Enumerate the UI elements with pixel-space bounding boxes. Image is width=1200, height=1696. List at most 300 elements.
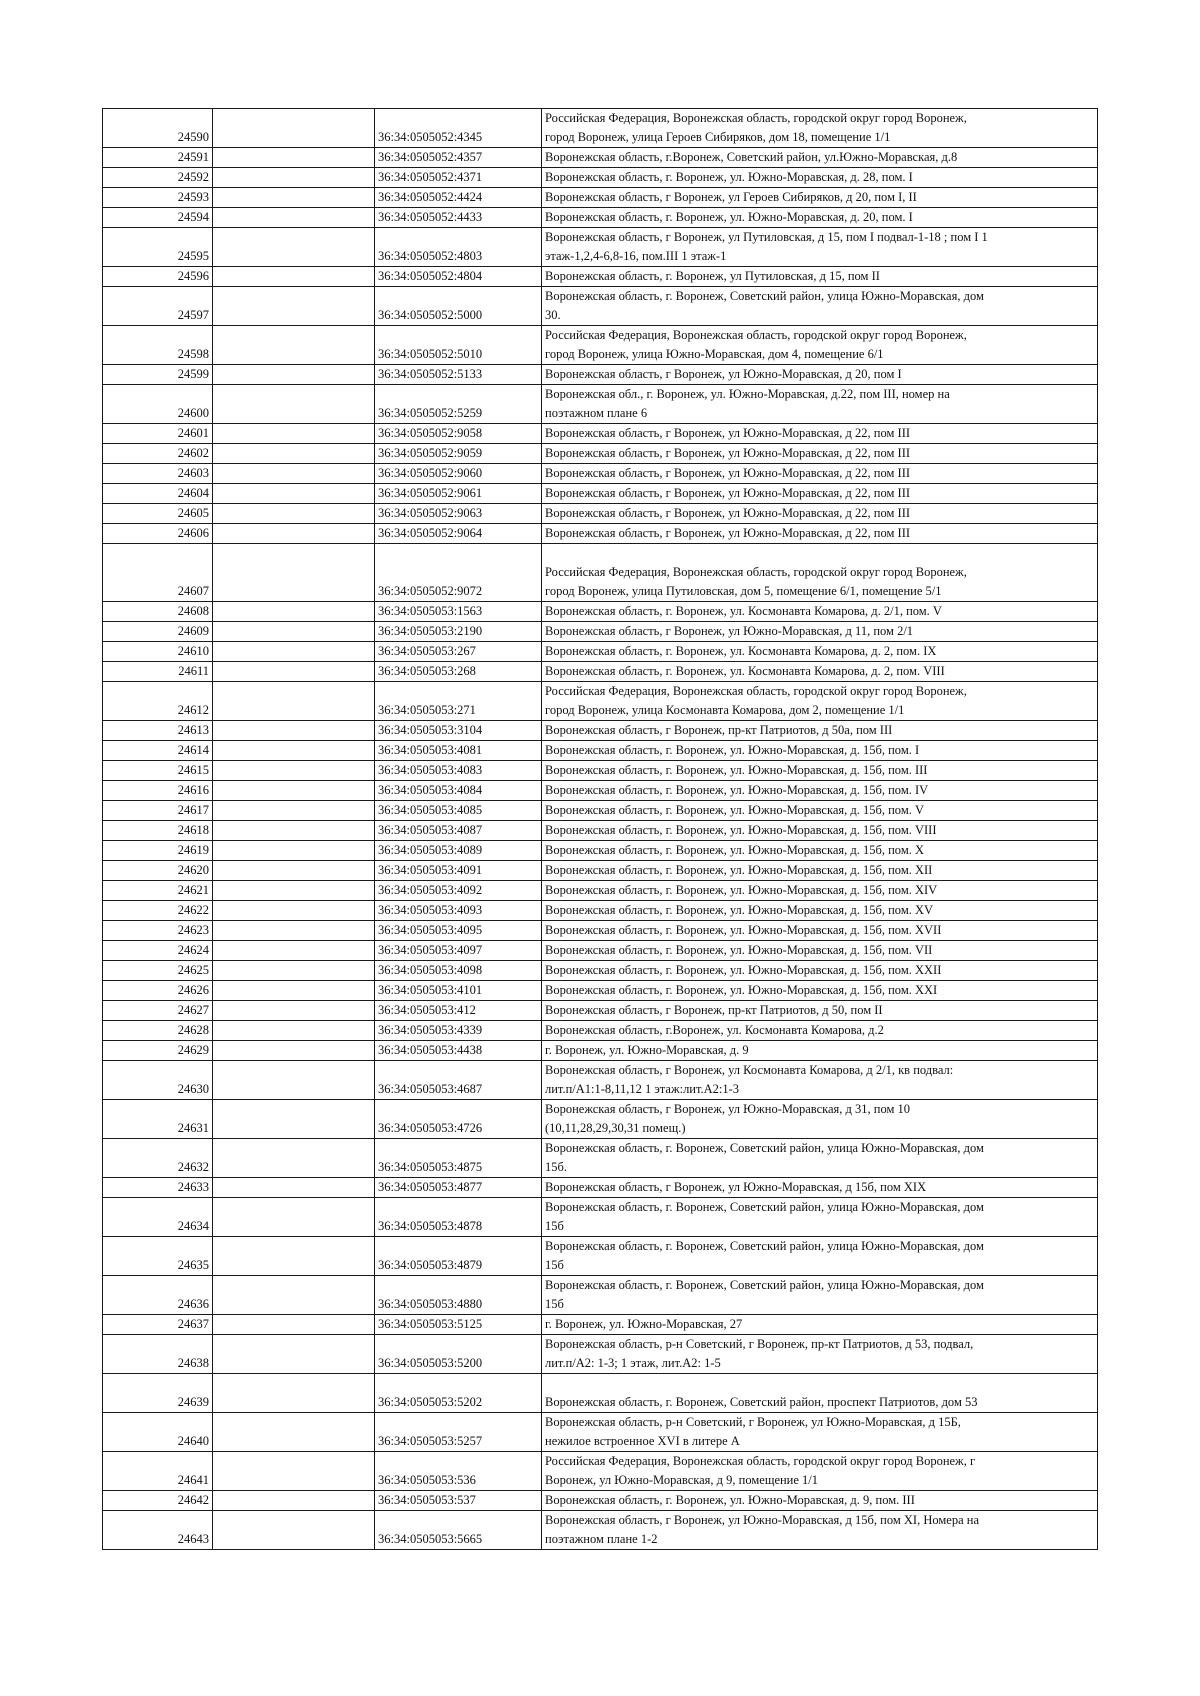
empty-cell <box>213 1139 375 1178</box>
table-row <box>103 1139 1098 1178</box>
address-cell <box>542 287 1098 326</box>
row-number-cell: 24609 <box>103 622 213 642</box>
address-line: 15б <box>545 1258 564 1272</box>
table-row <box>103 662 1098 682</box>
row-number-cell: 24619 <box>103 841 213 861</box>
empty-cell <box>213 484 375 504</box>
cadastral-number-cell: 36:34:0505053:4091 <box>375 861 542 881</box>
address-line: Воронежская область, г Воронеж, ул Южно-Моравская, д 11, пом 2/1 <box>545 624 914 638</box>
address-cell <box>542 1139 1098 1178</box>
address-line: г. Воронеж, ул. Южно-Моравская, д. 9 <box>545 1043 749 1057</box>
table-row <box>103 721 1098 741</box>
address-line: Российская Федерация, Воронежская область, городской округ город Воронеж, <box>545 684 967 698</box>
empty-cell <box>213 148 375 168</box>
address-cell <box>542 1315 1098 1335</box>
cadastral-number-cell: 36:34:0505052:9061 <box>375 484 542 504</box>
address-cell <box>542 622 1098 642</box>
address-cell <box>542 1198 1098 1237</box>
cadastral-number-cell: 36:34:0505053:1563 <box>375 602 542 622</box>
cadastral-number-cell: 36:34:0505053:536 <box>375 1452 542 1491</box>
empty-cell <box>213 1452 375 1491</box>
cadastral-number-cell: 36:34:0505053:4438 <box>375 1041 542 1061</box>
address-cell <box>542 385 1098 424</box>
address-line: Воронежская область, г Воронеж, ул Южно-Моравская, д 22, пом III <box>545 486 911 500</box>
empty-cell <box>213 801 375 821</box>
address-cell <box>542 148 1098 168</box>
table-row <box>103 1237 1098 1276</box>
table-row <box>103 326 1098 365</box>
empty-cell <box>213 1178 375 1198</box>
address-line: Воронежская область, г. Воронеж, ул. Южно-Моравская, д. 15б, пом. IV <box>545 783 929 797</box>
address-cell <box>542 821 1098 841</box>
table-row <box>103 741 1098 761</box>
address-cell <box>542 504 1098 524</box>
empty-cell <box>213 981 375 1001</box>
cadastral-number-cell: 36:34:0505053:4877 <box>375 1178 542 1198</box>
address-line: Воронежская область, г Воронеж, ул Южно-Моравская, д 15б, пом XI, Номера на <box>545 1513 979 1527</box>
cadastral-number-cell: 36:34:0505052:9058 <box>375 424 542 444</box>
cadastral-number-cell: 36:34:0505053:4875 <box>375 1139 542 1178</box>
address-line: Воронежская область, г.Воронеж, Советский район, ул.Южно-Моравская, д.8 <box>545 150 958 164</box>
empty-cell <box>213 1315 375 1335</box>
cadastral-number-cell: 36:34:0505053:4687 <box>375 1061 542 1100</box>
row-number-cell: 24598 <box>103 326 213 365</box>
row-number-cell: 24624 <box>103 941 213 961</box>
empty-cell <box>213 228 375 267</box>
address-line: Воронежская область, г. Воронеж, Советский район, проспект Патриотов, дом 53 <box>545 1395 978 1409</box>
address-line: Воронеж, ул Южно-Моравская, д 9, помещение 1/1 <box>545 1473 819 1487</box>
address-line: Воронежская область, г. Воронеж, ул. Южно-Моравская, д. 9, пом. III <box>545 1493 915 1507</box>
row-number-cell: 24593 <box>103 188 213 208</box>
row-number-cell: 24604 <box>103 484 213 504</box>
table-row <box>103 1276 1098 1315</box>
address-cell <box>542 267 1098 287</box>
address-line: Воронежская область, г. Воронеж, ул. Южно-Моравская, д. 15б, пом. XXI <box>545 983 938 997</box>
empty-cell <box>213 287 375 326</box>
empty-cell <box>213 1021 375 1041</box>
cadastral-number-cell: 36:34:0505053:4339 <box>375 1021 542 1041</box>
address-cell <box>542 1511 1098 1550</box>
address-cell <box>542 682 1098 721</box>
address-line: 15б <box>545 1219 564 1233</box>
cadastral-number-cell: 36:34:0505053:3104 <box>375 721 542 741</box>
cadastral-number-cell: 36:34:0505053:5665 <box>375 1511 542 1550</box>
address-line: лит.п/А2: 1-3; 1 этаж, лит.А2: 1-5 <box>545 1356 721 1370</box>
address-line: Воронежская область, г.Воронеж, ул. Космонавта Комарова, д.2 <box>545 1023 884 1037</box>
address-cell <box>542 1276 1098 1315</box>
cadastral-number-cell: 36:34:0505052:5010 <box>375 326 542 365</box>
empty-cell <box>213 761 375 781</box>
table-row <box>103 1001 1098 1021</box>
address-line: Воронежская область, г. Воронеж, ул. Южно-Моравская, д. 15б, пом. III <box>545 763 928 777</box>
row-number-cell: 24612 <box>103 682 213 721</box>
address-cell <box>542 921 1098 941</box>
address-cell <box>542 1100 1098 1139</box>
cadastral-number-cell: 36:34:0505053:268 <box>375 662 542 682</box>
address-line: 30. <box>545 308 561 322</box>
address-cell <box>542 901 1098 921</box>
empty-cell <box>213 781 375 801</box>
row-number-cell: 24641 <box>103 1452 213 1491</box>
address-cell <box>542 781 1098 801</box>
address-line: Воронежская область, г Воронеж, ул Космонавта Комарова, д 2/1, кв подвал: <box>545 1063 954 1077</box>
address-cell <box>542 524 1098 544</box>
row-number-cell: 24629 <box>103 1041 213 1061</box>
address-cell <box>542 188 1098 208</box>
address-line: Воронежская область, г Воронеж, ул Южно-Моравская, д 22, пом III <box>545 466 911 480</box>
table-row <box>103 109 1098 148</box>
empty-cell <box>213 168 375 188</box>
empty-cell <box>213 662 375 682</box>
address-cell <box>542 484 1098 504</box>
cadastral-number-cell: 36:34:0505053:2190 <box>375 622 542 642</box>
address-line: Воронежская область, г Воронеж, ул Южно-Моравская, д 15б, пом XIX <box>545 1180 927 1194</box>
address-line: Воронежская область, г. Воронеж, ул. Южно-Моравская, д. 15б, пом. X <box>545 843 925 857</box>
table-row <box>103 1413 1098 1452</box>
address-cell <box>542 424 1098 444</box>
table-row <box>103 524 1098 544</box>
address-line: Воронежская область, г. Воронеж, ул. Южно-Моравская, д. 15б, пом. V <box>545 803 925 817</box>
table-row <box>103 881 1098 901</box>
address-line: Воронежская область, г. Воронеж, ул. Южно-Моравская, д. 15б, пом. XXII <box>545 963 942 977</box>
address-line: поэтажном плане 6 <box>545 406 648 420</box>
address-line: Воронежская область, г. Воронеж, ул. Южно-Моравская, д. 15б, пом. I <box>545 743 920 757</box>
cadastral-number-cell: 36:34:0505053:5125 <box>375 1315 542 1335</box>
address-line: Воронежская область, г. Воронеж, ул. Космонавта Комарова, д. 2/1, пом. V <box>545 604 942 618</box>
row-number-cell: 24597 <box>103 287 213 326</box>
row-number-cell: 24628 <box>103 1021 213 1041</box>
address-cell <box>542 1237 1098 1276</box>
row-number-cell: 24633 <box>103 1178 213 1198</box>
row-number-cell: 24643 <box>103 1511 213 1550</box>
table-row <box>103 1061 1098 1100</box>
empty-cell <box>213 464 375 484</box>
address-line: Воронежская область, р-н Советский, г Воронеж, пр-кт Патриотов, д 53, подвал, <box>545 1337 974 1351</box>
row-number-cell: 24608 <box>103 602 213 622</box>
cadastral-number-cell: 36:34:0505052:9059 <box>375 444 542 464</box>
table-row <box>103 1178 1098 1198</box>
row-number-cell: 24630 <box>103 1061 213 1100</box>
address-cell <box>542 721 1098 741</box>
cadastral-number-cell: 36:34:0505052:9064 <box>375 524 542 544</box>
row-number-cell: 24594 <box>103 208 213 228</box>
table-row <box>103 1198 1098 1237</box>
table-row <box>103 365 1098 385</box>
address-cell <box>542 961 1098 981</box>
cadastral-number-cell: 36:34:0505053:5257 <box>375 1413 542 1452</box>
empty-cell <box>213 1100 375 1139</box>
table-row <box>103 981 1098 1001</box>
table-row <box>103 385 1098 424</box>
address-line: Воронежская обл., г. Воронеж, ул. Южно-Моравская, д.22, пом III, номер на <box>545 387 950 401</box>
row-number-cell: 24642 <box>103 1491 213 1511</box>
cadastral-number-cell: 36:34:0505053:412 <box>375 1001 542 1021</box>
row-number-cell: 24595 <box>103 228 213 267</box>
empty-cell <box>213 1413 375 1452</box>
cadastral-number-cell: 36:34:0505053:537 <box>375 1491 542 1511</box>
empty-cell <box>213 961 375 981</box>
empty-cell <box>213 365 375 385</box>
row-number-cell: 24627 <box>103 1001 213 1021</box>
cadastral-number-cell: 36:34:0505052:9060 <box>375 464 542 484</box>
table-row <box>103 941 1098 961</box>
row-number-cell: 24626 <box>103 981 213 1001</box>
address-line: 15б. <box>545 1160 567 1174</box>
address-line: Воронежская область, г Воронеж, ул Южно-Моравская, д 22, пом III <box>545 446 911 460</box>
table-row <box>103 228 1098 267</box>
table-row <box>103 642 1098 662</box>
empty-cell <box>213 1491 375 1511</box>
property-registry-table <box>102 108 1098 1550</box>
address-cell <box>542 544 1098 602</box>
address-cell <box>542 1041 1098 1061</box>
address-line: Российская Федерация, Воронежская область, городской округ город Воронеж, <box>545 565 967 579</box>
address-cell <box>542 1491 1098 1511</box>
cadastral-number-cell: 36:34:0505053:5202 <box>375 1374 542 1413</box>
cadastral-number-cell: 36:34:0505053:4098 <box>375 961 542 981</box>
table-row <box>103 1452 1098 1491</box>
row-number-cell: 24591 <box>103 148 213 168</box>
empty-cell <box>213 1198 375 1237</box>
cadastral-number-cell: 36:34:0505053:4101 <box>375 981 542 1001</box>
table-row <box>103 1041 1098 1061</box>
table-row <box>103 484 1098 504</box>
address-cell <box>542 602 1098 622</box>
cadastral-number-cell: 36:34:0505052:4424 <box>375 188 542 208</box>
cadastral-number-cell: 36:34:0505052:5259 <box>375 385 542 424</box>
address-cell <box>542 1413 1098 1452</box>
cadastral-number-cell: 36:34:0505052:4433 <box>375 208 542 228</box>
address-line: Воронежская область, г Воронеж, пр-кт Патриотов, д 50, пом II <box>545 1003 883 1017</box>
address-cell <box>542 981 1098 1001</box>
row-number-cell: 24616 <box>103 781 213 801</box>
empty-cell <box>213 682 375 721</box>
table-row <box>103 267 1098 287</box>
row-number-cell: 24602 <box>103 444 213 464</box>
row-number-cell: 24631 <box>103 1100 213 1139</box>
table-row <box>103 504 1098 524</box>
address-line: Воронежская область, г Воронеж, ул Южно-Моравская, д 20, пом I <box>545 367 902 381</box>
cadastral-number-cell: 36:34:0505053:4093 <box>375 901 542 921</box>
table-row <box>103 761 1098 781</box>
row-number-cell: 24610 <box>103 642 213 662</box>
row-number-cell: 24605 <box>103 504 213 524</box>
row-number-cell: 24620 <box>103 861 213 881</box>
empty-cell <box>213 208 375 228</box>
table-row <box>103 602 1098 622</box>
address-cell <box>542 168 1098 188</box>
table-row <box>103 901 1098 921</box>
table-row <box>103 921 1098 941</box>
empty-cell <box>213 1276 375 1315</box>
address-cell <box>542 941 1098 961</box>
table-row <box>103 781 1098 801</box>
empty-cell <box>213 861 375 881</box>
address-line: Российская Федерация, Воронежская область, городской округ город Воронеж, г <box>545 1454 976 1468</box>
row-number-cell: 24625 <box>103 961 213 981</box>
row-number-cell: 24613 <box>103 721 213 741</box>
address-line: 15б <box>545 1297 564 1311</box>
address-cell <box>542 881 1098 901</box>
cadastral-number-cell: 36:34:0505053:4879 <box>375 1237 542 1276</box>
empty-cell <box>213 721 375 741</box>
address-line: г. Воронеж, ул. Южно-Моравская, 27 <box>545 1317 743 1331</box>
address-line: Воронежская область, г Воронеж, ул Южно-Моравская, д 22, пом III <box>545 526 911 540</box>
empty-cell <box>213 424 375 444</box>
table-row <box>103 148 1098 168</box>
address-line <box>545 1374 1094 1393</box>
address-cell <box>542 1061 1098 1100</box>
cadastral-number-cell: 36:34:0505053:4726 <box>375 1100 542 1139</box>
row-number-cell: 24638 <box>103 1335 213 1374</box>
cadastral-number-cell: 36:34:0505052:4804 <box>375 267 542 287</box>
address-line: Воронежская область, г Воронеж, пр-кт Патриотов, д 50а, пом III <box>545 723 893 737</box>
empty-cell <box>213 267 375 287</box>
address-line: Воронежская область, г. Воронеж, ул. Южно-Моравская, д. 28, пом. I <box>545 170 913 184</box>
empty-cell <box>213 1061 375 1100</box>
address-line: Воронежская область, г Воронеж, ул Путиловская, д 15, пом I подвал-1-18 ; пом I 1 <box>545 230 988 244</box>
empty-cell <box>213 326 375 365</box>
row-number-cell: 24601 <box>103 424 213 444</box>
empty-cell <box>213 1041 375 1061</box>
cadastral-number-cell: 36:34:0505053:4095 <box>375 921 542 941</box>
address-line: (10,11,28,29,30,31 помещ.) <box>545 1121 686 1135</box>
address-cell <box>542 1021 1098 1041</box>
empty-cell <box>213 622 375 642</box>
address-cell <box>542 208 1098 228</box>
cadastral-number-cell: 36:34:0505053:4878 <box>375 1198 542 1237</box>
address-cell <box>542 1335 1098 1374</box>
row-number-cell: 24599 <box>103 365 213 385</box>
cadastral-number-cell: 36:34:0505053:4087 <box>375 821 542 841</box>
row-number-cell: 24640 <box>103 1413 213 1452</box>
address-line: поэтажном плане 1-2 <box>545 1532 658 1546</box>
cadastral-number-cell: 36:34:0505053:4085 <box>375 801 542 821</box>
address-line: город Воронеж, улица Южно-Моравская, дом 4, помещение 6/1 <box>545 347 884 361</box>
address-line: Воронежская область, г. Воронеж, ул. Южно-Моравская, д. 15б, пом. XV <box>545 903 934 917</box>
empty-cell <box>213 642 375 662</box>
table-row <box>103 961 1098 981</box>
address-line: Воронежская область, г. Воронеж, Советский район, улица Южно-Моравская, дом <box>545 1200 984 1214</box>
address-cell <box>542 365 1098 385</box>
table-row <box>103 861 1098 881</box>
address-cell <box>542 326 1098 365</box>
address-line: город Воронеж, улица Космонавта Комарова, дом 2, помещение 1/1 <box>545 703 905 717</box>
empty-cell <box>213 444 375 464</box>
table-row <box>103 287 1098 326</box>
empty-cell <box>213 1001 375 1021</box>
table-row <box>103 464 1098 484</box>
cadastral-number-cell: 36:34:0505053:4097 <box>375 941 542 961</box>
address-line: Воронежская область, г Воронеж, ул Южно-Моравская, д 31, пом 10 <box>545 1102 911 1116</box>
address-cell <box>542 228 1098 267</box>
table-row <box>103 1315 1098 1335</box>
address-cell <box>542 109 1098 148</box>
address-cell <box>542 1178 1098 1198</box>
empty-cell <box>213 741 375 761</box>
empty-cell <box>213 524 375 544</box>
address-line: нежилое встроенное XVI в литере А <box>545 1434 740 1448</box>
cadastral-number-cell: 36:34:0505053:4083 <box>375 761 542 781</box>
address-line: Воронежская область, г Воронеж, ул Южно-Моравская, д 22, пом III <box>545 426 911 440</box>
cadastral-number-cell: 36:34:0505053:4084 <box>375 781 542 801</box>
row-number-cell: 24622 <box>103 901 213 921</box>
table-row <box>103 188 1098 208</box>
row-number-cell: 24617 <box>103 801 213 821</box>
empty-cell <box>213 1237 375 1276</box>
row-number-cell: 24603 <box>103 464 213 484</box>
table-row <box>103 622 1098 642</box>
row-number-cell: 24634 <box>103 1198 213 1237</box>
address-line: этаж-1,2,4-6,8-16, пом.III 1 этаж-1 <box>545 249 727 263</box>
empty-cell <box>213 821 375 841</box>
table-row <box>103 444 1098 464</box>
address-cell <box>542 1452 1098 1491</box>
address-line: Воронежская область, г Воронеж, ул Героев Сибиряков, д 20, пом I, II <box>545 190 917 204</box>
row-number-cell: 24596 <box>103 267 213 287</box>
row-number-cell: 24637 <box>103 1315 213 1335</box>
empty-cell <box>213 881 375 901</box>
address-line: Воронежская область, г. Воронеж, ул. Южно-Моравская, д. 15б, пом. XVII <box>545 923 942 937</box>
empty-cell <box>213 188 375 208</box>
row-number-cell: 24600 <box>103 385 213 424</box>
address-line: Воронежская область, г. Воронеж, ул Путиловская, д 15, пом II <box>545 269 880 283</box>
address-cell <box>542 444 1098 464</box>
cadastral-number-cell: 36:34:0505052:4357 <box>375 148 542 168</box>
address-line: Воронежская область, г. Воронеж, Советский район, улица Южно-Моравская, дом <box>545 289 984 303</box>
address-line: город Воронеж, улица Героев Сибиряков, дом 18, помещение 1/1 <box>545 130 891 144</box>
address-line: Российская Федерация, Воронежская область, городской округ город Воронеж, <box>545 111 967 125</box>
address-line: Воронежская область, г. Воронеж, Советский район, улица Южно-Моравская, дом <box>545 1278 984 1292</box>
address-line: Воронежская область, г. Воронеж, ул. Южно-Моравская, д. 15б, пом. XII <box>545 863 933 877</box>
cadastral-number-cell: 36:34:0505053:5200 <box>375 1335 542 1374</box>
table-row <box>103 821 1098 841</box>
empty-cell <box>213 841 375 861</box>
cadastral-number-cell: 36:34:0505052:5000 <box>375 287 542 326</box>
row-number-cell: 24618 <box>103 821 213 841</box>
address-line <box>545 544 1094 563</box>
empty-cell <box>213 941 375 961</box>
row-number-cell: 24607 <box>103 544 213 602</box>
row-number-cell: 24590 <box>103 109 213 148</box>
table-row <box>103 801 1098 821</box>
empty-cell <box>213 385 375 424</box>
table-row <box>103 841 1098 861</box>
address-cell <box>542 801 1098 821</box>
empty-cell <box>213 1374 375 1413</box>
empty-cell <box>213 921 375 941</box>
empty-cell <box>213 602 375 622</box>
table-row <box>103 1100 1098 1139</box>
address-cell <box>542 861 1098 881</box>
address-line: Воронежская область, г. Воронеж, ул. Космонавта Комарова, д. 2, пом. IX <box>545 644 937 658</box>
address-line: Российская Федерация, Воронежская область, городской округ город Воронеж, <box>545 328 967 342</box>
address-line: Воронежская область, г. Воронеж, ул. Южно-Моравская, д. 20, пом. I <box>545 210 913 224</box>
row-number-cell: 24606 <box>103 524 213 544</box>
address-cell <box>542 464 1098 484</box>
empty-cell <box>213 1335 375 1374</box>
address-cell <box>542 642 1098 662</box>
cadastral-number-cell: 36:34:0505053:271 <box>375 682 542 721</box>
table-row <box>103 1021 1098 1041</box>
cadastral-number-cell: 36:34:0505052:9072 <box>375 544 542 602</box>
cadastral-number-cell: 36:34:0505053:4880 <box>375 1276 542 1315</box>
cadastral-number-cell: 36:34:0505052:4371 <box>375 168 542 188</box>
table-row <box>103 208 1098 228</box>
cadastral-number-cell: 36:34:0505052:4345 <box>375 109 542 148</box>
empty-cell <box>213 504 375 524</box>
cadastral-number-cell: 36:34:0505052:9063 <box>375 504 542 524</box>
